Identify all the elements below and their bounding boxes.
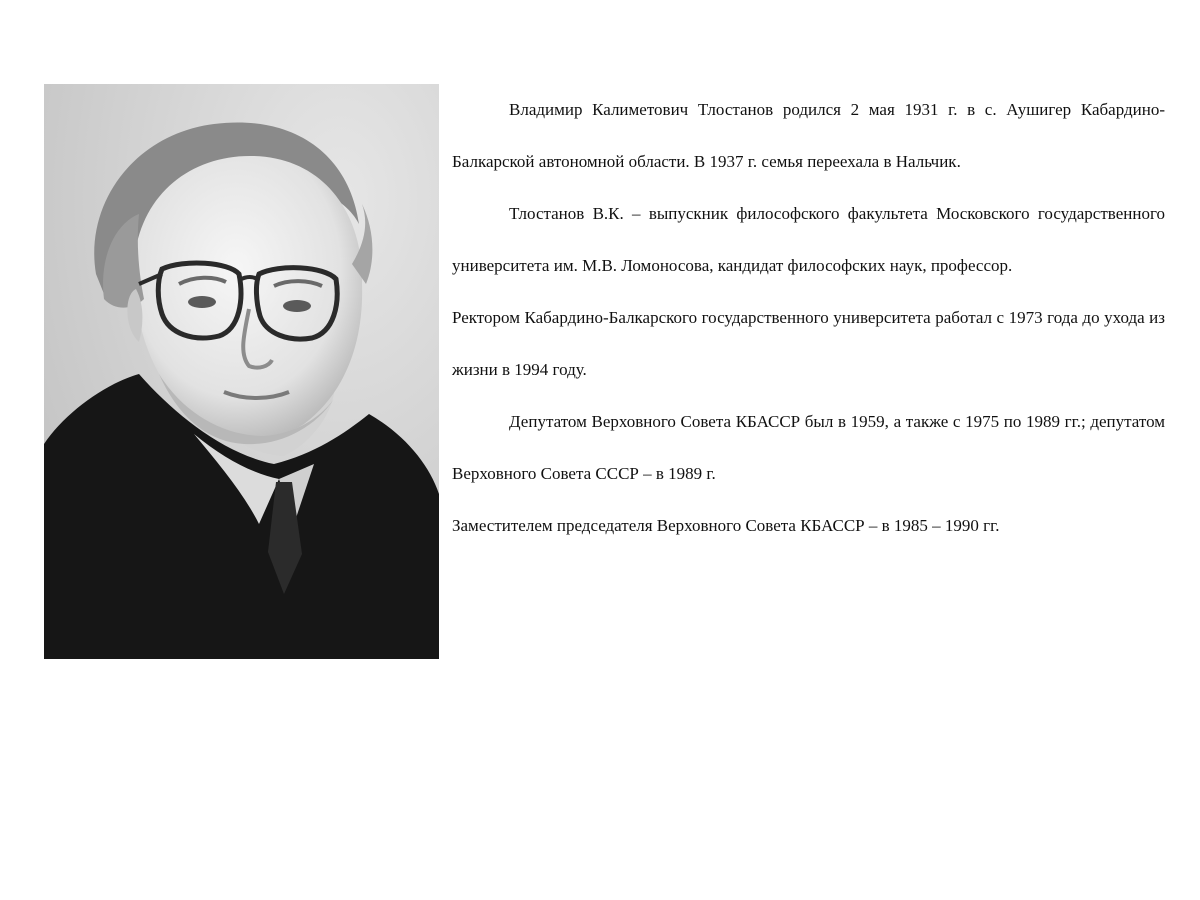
bio-paragraph-education: Тлостанов В.К. – выпускник философского факультета Московского государственного университета им. М.В. Ломоносова, кандидат философских наук, профессор. <box>452 204 1165 275</box>
man-portrait-photo-icon <box>44 84 439 659</box>
bio-paragraph-deputy: Депутатом Верховного Совета КБАССР был в 1959, а также с 1975 по 1989 гг.; депутатом Верховного Совета СССР – в 1989 г. <box>452 412 1165 483</box>
biography-text <box>452 84 1165 552</box>
bio-paragraph-rector: Ректором Кабардино-Балкарского государственного университета работал с 1973 года до ухода из жизни в 1994 году. <box>452 308 1165 379</box>
portrait-photo <box>44 84 439 659</box>
bio-paragraph-deputy-chairman: Заместителем председателя Верховного Совета КБАССР – в 1985 – 1990 гг. <box>452 516 1000 535</box>
bio-paragraph-birth: Владимир Калиметович Тлостанов родился 2 мая 1931 г. в с. Аушигер Кабардино-Балкарской автономной области. В 1937 г. семья переехала в Нальчик. <box>452 100 1165 171</box>
